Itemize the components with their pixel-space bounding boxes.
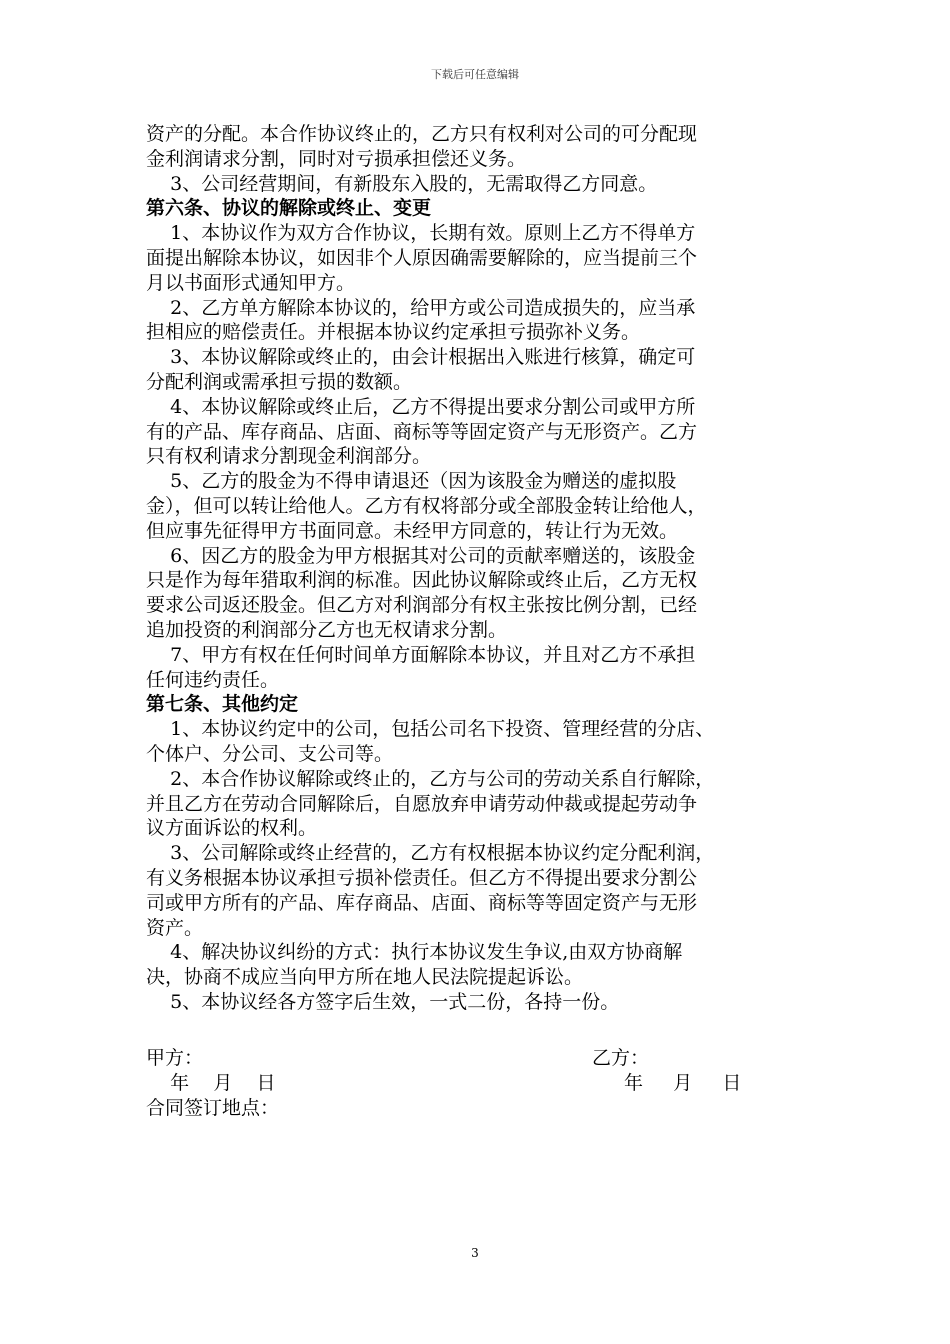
text-line: 2、乙方单方解除本协议的，给甲方或公司造成损失的，应当承 <box>146 296 696 319</box>
party-a-label: 甲方： <box>146 1047 204 1069</box>
text-line: 只是作为每年猎取利润的标准。因此协议解除或终止后，乙方无权 <box>146 569 698 592</box>
text-line: 资产的分配。本合作协议终止的，乙方只有权利对公司的可分配现 <box>146 123 698 145</box>
text-line: 有义务根据本协议承担亏损补偿责任。但乙方不得提出要求分割公 <box>146 866 698 889</box>
text-line: 5、乙方的股金为不得申请退还（因为该股金为赠送的虚拟股 <box>146 470 677 493</box>
text-line: 追加投资的利润部分乙方也无权请求分割。 <box>146 618 508 641</box>
text-line: 司或甲方所有的产品、库存商品、店面、商标等等固定资产与无形 <box>146 891 698 914</box>
party-b-date: 年 月 日 <box>624 1072 742 1094</box>
text-line: 只有权利请求分割现金利润部分。 <box>146 445 432 468</box>
text-line: 3、公司解除或终止经营的，乙方有权根据本协议约定分配利润， <box>146 842 715 865</box>
text-line: 金），但可以转让给他人。乙方有权将部分或全部股金转让给他人， <box>146 494 707 517</box>
text-line: 4、解决协议纠纷的方式：执行本协议发生争议,由双方协商解 <box>146 941 683 964</box>
text-line: 个体户、分公司、支公司等。 <box>146 742 394 765</box>
text-line: 金利润请求分割，同时对亏损承担偿还义务。 <box>146 147 527 170</box>
text-line: 4、本协议解除或终止后，乙方不得提出要求分割公司或甲方所 <box>146 395 696 418</box>
text-line: 任何违约责任。 <box>146 668 280 691</box>
party-b-label: 乙方： <box>592 1047 650 1069</box>
text-line: 但应事先征得甲方书面同意。未经甲方同意的，转让行为无效。 <box>146 519 679 542</box>
section-heading: 第六条、协议的解除或终止、变更 <box>146 197 432 220</box>
text-line: 月以书面形式通知甲方。 <box>146 271 356 294</box>
text-line: 面提出解除本协议，如因非个人原因确需要解除的，应当提前三个 <box>146 246 698 269</box>
text-line: 1、本协议约定中的公司，包括公司名下投资、管理经营的分店、 <box>146 718 715 741</box>
text-line: 资产。 <box>146 916 204 939</box>
text-line: 议方面诉讼的权利。 <box>146 817 318 840</box>
section-heading: 第七条、其他约定 <box>146 693 299 716</box>
text-line: 6、因乙方的股金为甲方根据其对公司的贡献率赠送的，该股金 <box>146 544 696 567</box>
text-line: 7、甲方有权在任何时间单方面解除本协议，并且对乙方不承担 <box>146 643 696 666</box>
text-line: 分配利润或需承担亏损的数额。 <box>146 370 413 393</box>
text-line: 1、本协议作为双方合作协议，长期有效。原则上乙方不得单方 <box>146 222 696 245</box>
text-line: 要求公司返还股金。但乙方对利润部分有权主张按比例分割，已经 <box>146 594 698 617</box>
page-number: 3 <box>471 1246 479 1260</box>
signing-place-label: 合同签订地点： <box>146 1097 280 1119</box>
text-line: 3、公司经营期间，有新股东入股的，无需取得乙方同意。 <box>146 172 658 195</box>
text-line: 决，协商不成应当向甲方所在地人民法院提起诉讼。 <box>146 966 584 989</box>
document-body <box>146 122 816 1015</box>
text-line: 2、本合作协议解除或终止的，乙方与公司的劳动关系自行解除， <box>146 767 715 790</box>
text-line: 并且乙方在劳动合同解除后，自愿放弃申请劳动仲裁或提起劳动争 <box>146 792 698 815</box>
text-line: 担相应的赔偿责任。并根据本协议约定承担亏损弥补义务。 <box>146 321 641 344</box>
text-line: 5、本协议经各方签字后生效，一式二份，各持一份。 <box>146 990 620 1013</box>
text-line: 有的产品、库存商品、店面、商标等等固定资产与无形资产。乙方 <box>146 420 698 443</box>
page-header: 下载后可任意编辑 <box>431 68 519 81</box>
text-line: 3、本协议解除或终止的，由会计根据出入账进行核算，确定可 <box>146 346 696 369</box>
party-a-date: 年 月 日 <box>146 1072 276 1094</box>
